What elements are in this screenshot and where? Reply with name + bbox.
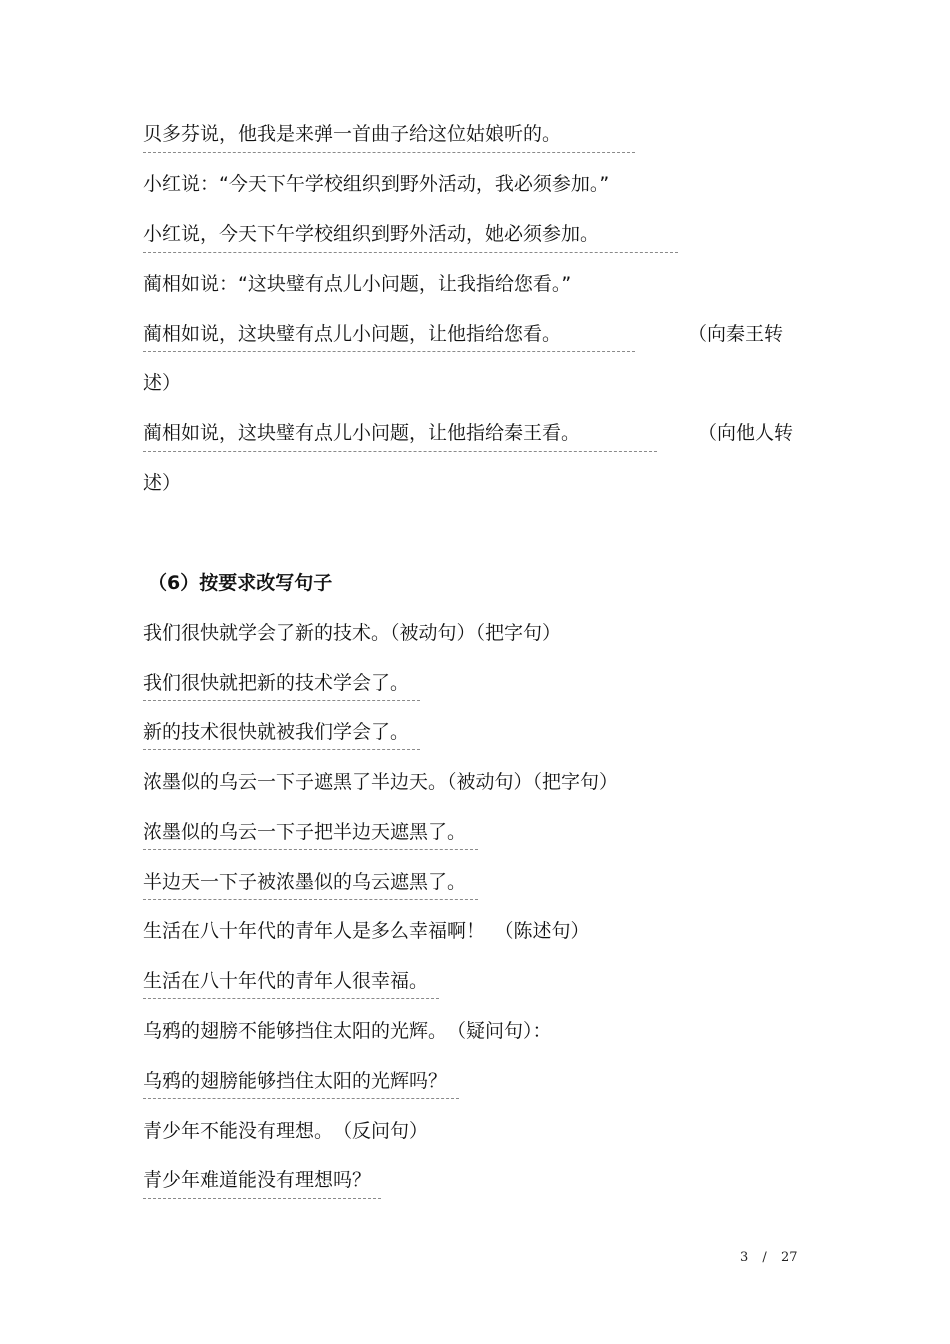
answer-line: 我们很快就把新的技术学会了。 [143,672,410,694]
question-line: 我们很快就学会了新的技术。（被动句）（把字句） [143,622,562,644]
answer-underline [143,700,420,701]
answer-underline [143,749,420,750]
answer-underline [143,152,635,153]
question-line: 生活在八十年代的青年人是多么幸福啊！ （陈述句） [143,920,590,942]
question-line: 浓墨似的乌云一下子遮黑了半边天。（被动句）（把字句） [143,771,619,793]
answer-line: 小红说，今天下午学校组织到野外活动，她必须参加。 [143,223,600,245]
note-text: （向他人转 [698,422,794,444]
answer-underline [143,351,635,352]
note-continuation: 述） [143,472,182,494]
answer-underline [143,1198,381,1199]
answer-line: 半边天一下子被浓墨似的乌云遮黑了。 [143,871,467,893]
note-text: （向秦王转 [688,323,784,345]
answer-line: 贝多芬说，他我是来弹一首曲子给这位姑娘听的。 [143,123,562,145]
answer-line: 浓墨似的乌云一下子把半边天遮黑了。 [143,821,467,843]
answer-underline [143,849,478,850]
answer-underline [143,998,439,999]
answer-underline [143,1098,459,1099]
page-current: 3 [740,1250,749,1265]
answer-line: 生活在八十年代的青年人很幸福。 [143,970,429,992]
answer-line: 新的技术很快就被我们学会了。 [143,721,410,743]
answer-underline [143,252,678,253]
answer-underline [143,451,657,452]
question-line: 乌鸦的翅膀不能够挡住太阳的光辉。 （疑问句）： [143,1020,552,1042]
section-heading: （6）按要求改写句子 [148,572,333,594]
example-line: 小红说：“今天下午学校组织到野外活动，我必须参加。” [143,173,610,195]
example-line: 蔺相如说：“这块璧有点儿小问题，让我指给您看。” [143,273,572,295]
note-continuation: 述） [143,372,182,394]
answer-underline [143,899,478,900]
page-total: 27 [780,1250,798,1265]
answer-line: 蔺相如说，这块璧有点儿小问题，让他指给您看。 [143,323,562,345]
answer-line: 青少年难道能没有理想吗？ [143,1169,372,1191]
page-number [740,1250,798,1265]
page-separator: / [762,1250,767,1265]
answer-line: 乌鸦的翅膀能够挡住太阳的光辉吗？ [143,1070,448,1092]
answer-line: 蔺相如说，这块璧有点儿小问题，让他指给秦王看。 [143,422,581,444]
question-line: 青少年不能没有理想。 （反问句） [143,1120,429,1142]
